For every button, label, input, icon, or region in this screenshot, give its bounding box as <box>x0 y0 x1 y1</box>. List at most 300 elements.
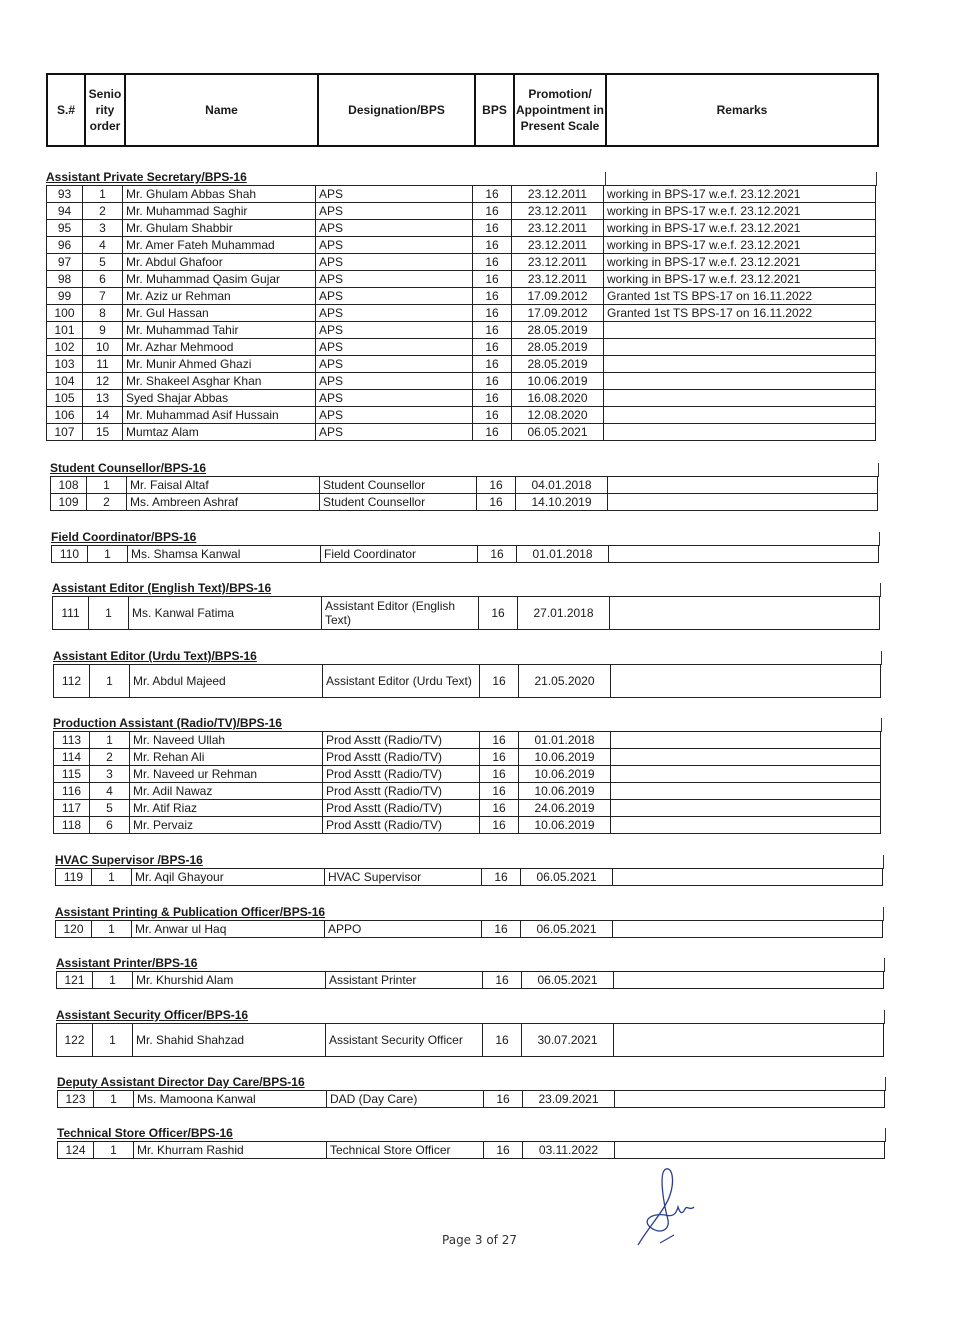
section-title-text: Assistant Printer/BPS-16 <box>56 956 198 970</box>
cell-bps: 16 <box>480 665 519 698</box>
cell-seniority-order: 9 <box>83 322 123 339</box>
cell-bps: 16 <box>482 921 521 938</box>
table-row <box>47 373 876 390</box>
cell-sno: 119 <box>56 869 92 886</box>
section-rule-right <box>883 907 884 921</box>
cell-name: Mr. Munir Ahmed Ghazi <box>123 356 316 373</box>
section-title-text: Student Counsellor/BPS-16 <box>50 461 207 475</box>
cell-seniority-order: 1 <box>88 546 128 563</box>
cell-seniority-order: 2 <box>87 494 127 511</box>
section-10 <box>57 1075 884 1108</box>
section-table <box>57 1090 885 1108</box>
cell-bps: 16 <box>483 1024 522 1057</box>
cell-bps: 16 <box>479 597 518 630</box>
cell-bps: 16 <box>480 732 519 749</box>
table-row <box>47 390 876 407</box>
section-rule-right <box>880 583 881 597</box>
section-11 <box>57 1126 884 1159</box>
cell-seniority-order: 14 <box>83 407 123 424</box>
cell-remarks <box>611 817 881 834</box>
section-title <box>56 1008 883 1023</box>
cell-name: Mr. Azhar Mehmood <box>123 339 316 356</box>
cell-name: Mr. Muhammad Tahir <box>123 322 316 339</box>
cell-remarks <box>615 1091 885 1108</box>
table-row <box>47 237 876 254</box>
cell-remarks <box>604 407 876 424</box>
cell-designation: Assistant Editor (English Text) <box>322 597 479 630</box>
section-title-text: Production Assistant (Radio/TV)/BPS-16 <box>53 716 282 730</box>
cell-designation: APS <box>316 237 473 254</box>
section-title <box>57 1126 884 1141</box>
cell-name: Mr. Pervaiz <box>130 817 323 834</box>
section-title <box>57 1075 884 1090</box>
cell-promotion-date: 17.09.2012 <box>512 305 604 322</box>
table-row <box>58 1091 885 1108</box>
section-title-text: Deputy Assistant Director Day Care/BPS-16 <box>57 1075 305 1089</box>
table-header <box>46 73 879 147</box>
cell-remarks: working in BPS-17 w.e.f. 23.12.2021 <box>604 220 876 237</box>
table-row <box>54 766 881 783</box>
section-table <box>57 1141 885 1159</box>
section-rule-right <box>885 1077 886 1091</box>
cell-seniority-order: 4 <box>90 783 130 800</box>
cell-promotion-date: 10.06.2019 <box>512 373 604 390</box>
cell-remarks: working in BPS-17 w.e.f. 23.12.2021 <box>604 254 876 271</box>
cell-designation: Prod Asstt (Radio/TV) <box>323 749 480 766</box>
table-row <box>54 732 881 749</box>
cell-bps: 16 <box>473 271 512 288</box>
cell-seniority-order: 12 <box>83 373 123 390</box>
cell-sno: 108 <box>51 477 87 494</box>
cell-sno: 118 <box>54 817 90 834</box>
cell-seniority-order: 11 <box>83 356 123 373</box>
cell-seniority-order: 4 <box>83 237 123 254</box>
cell-name: Mr. Rehan Ali <box>130 749 323 766</box>
cell-seniority-order: 1 <box>83 186 123 203</box>
table-row <box>47 203 876 220</box>
cell-remarks <box>613 869 883 886</box>
section-rule-right <box>881 651 882 665</box>
cell-designation: Prod Asstt (Radio/TV) <box>323 800 480 817</box>
table-row <box>47 305 876 322</box>
cell-sno: 120 <box>56 921 92 938</box>
table-row <box>47 356 876 373</box>
cell-designation: Technical Store Officer <box>327 1142 484 1159</box>
section-table <box>51 545 879 563</box>
cell-bps: 16 <box>473 390 512 407</box>
cell-sno: 106 <box>47 407 83 424</box>
cell-bps: 16 <box>480 817 519 834</box>
cell-promotion-date: 12.08.2020 <box>512 407 604 424</box>
cell-sno: 115 <box>54 766 90 783</box>
section-0 <box>46 170 875 441</box>
cell-sno: 116 <box>54 783 90 800</box>
cell-bps: 16 <box>482 869 521 886</box>
cell-name: Mr. Adil Nawaz <box>130 783 323 800</box>
cell-promotion-date: 28.05.2019 <box>512 322 604 339</box>
table-row <box>51 477 878 494</box>
cell-bps: 16 <box>480 749 519 766</box>
cell-designation: Assistant Security Officer <box>326 1024 483 1057</box>
section-title <box>53 716 880 731</box>
cell-promotion-date: 30.07.2021 <box>522 1024 614 1057</box>
cell-designation: APS <box>316 288 473 305</box>
cell-bps: 16 <box>484 1142 523 1159</box>
cell-sno: 112 <box>54 665 90 698</box>
cell-sno: 94 <box>47 203 83 220</box>
table-row <box>56 921 883 938</box>
table-row <box>47 339 876 356</box>
cell-name: Mr. Muhammad Saghir <box>123 203 316 220</box>
section-title-text: Assistant Printing & Publication Officer/BPS-16 <box>55 905 326 919</box>
table-row <box>47 288 876 305</box>
cell-designation: APS <box>316 339 473 356</box>
cell-sno: 109 <box>51 494 87 511</box>
cell-name: Mr. Abdul Ghafoor <box>123 254 316 271</box>
cell-name: Mr. Aziz ur Rehman <box>123 288 316 305</box>
section-7 <box>55 905 882 938</box>
cell-designation: APS <box>316 322 473 339</box>
cell-seniority-order: 7 <box>83 288 123 305</box>
cell-designation: DAD (Day Care) <box>327 1091 484 1108</box>
cell-promotion-date: 10.06.2019 <box>519 749 611 766</box>
cell-sno: 93 <box>47 186 83 203</box>
cell-sno: 107 <box>47 424 83 441</box>
cell-sno: 117 <box>54 800 90 817</box>
cell-sno: 103 <box>47 356 83 373</box>
cell-remarks: working in BPS-17 w.e.f. 23.12.2021 <box>604 271 876 288</box>
cell-name: Mr. Amer Fateh Muhammad <box>123 237 316 254</box>
cell-promotion-date: 24.06.2019 <box>519 800 611 817</box>
cell-remarks: Granted 1st TS BPS-17 on 16.11.2022 <box>604 305 876 322</box>
cell-promotion-date: 23.12.2011 <box>512 237 604 254</box>
cell-seniority-order: 5 <box>83 254 123 271</box>
cell-designation: APS <box>316 305 473 322</box>
cell-designation: APS <box>316 356 473 373</box>
cell-name: Mr. Shakeel Asghar Khan <box>123 373 316 390</box>
cell-remarks <box>613 921 883 938</box>
cell-name: Mr. Khurram Rashid <box>134 1142 327 1159</box>
section-table <box>46 185 876 441</box>
section-title-text: Assistant Editor (English Text)/BPS-16 <box>52 581 272 595</box>
cell-name: Mr. Abdul Majeed <box>130 665 323 698</box>
cell-bps: 16 <box>473 373 512 390</box>
table-row <box>54 783 881 800</box>
cell-remarks <box>615 1142 885 1159</box>
cell-seniority-order: 5 <box>90 800 130 817</box>
cell-name: Mr. Aqil Ghayour <box>132 869 325 886</box>
cell-remarks <box>614 972 884 989</box>
cell-designation: APPO <box>325 921 482 938</box>
cell-remarks <box>608 494 878 511</box>
cell-promotion-date: 28.05.2019 <box>512 356 604 373</box>
cell-sno: 100 <box>47 305 83 322</box>
cell-seniority-order: 1 <box>92 869 132 886</box>
cell-bps: 16 <box>473 237 512 254</box>
cell-sno: 105 <box>47 390 83 407</box>
section-title-text: HVAC Supervisor /BPS-16 <box>55 853 203 867</box>
cell-bps: 16 <box>473 186 512 203</box>
section-table <box>52 596 880 630</box>
section-rule-right <box>883 855 884 869</box>
cell-sno: 124 <box>58 1142 94 1159</box>
section-table <box>56 971 884 989</box>
cell-designation: APS <box>316 254 473 271</box>
cell-designation: Assistant Printer <box>326 972 483 989</box>
cell-bps: 16 <box>473 220 512 237</box>
cell-name: Mr. Muhammad Qasim Gujar <box>123 271 316 288</box>
cell-name: Ms. Ambreen Ashraf <box>127 494 320 511</box>
section-rule-right <box>879 532 880 546</box>
cell-name: Ms. Kanwal Fatima <box>129 597 322 630</box>
section-rule-right <box>881 718 882 732</box>
cell-bps: 16 <box>473 356 512 373</box>
cell-seniority-order: 6 <box>90 817 130 834</box>
cell-sno: 113 <box>54 732 90 749</box>
table-row <box>53 597 880 630</box>
table-row <box>57 1024 884 1057</box>
cell-remarks <box>604 322 876 339</box>
cell-remarks <box>604 424 876 441</box>
table-row <box>47 271 876 288</box>
section-title-text: Technical Store Officer/BPS-16 <box>57 1126 233 1140</box>
page-number: Page 3 of 27 <box>442 1233 517 1247</box>
section-table <box>53 664 881 698</box>
section-title <box>55 905 882 920</box>
cell-seniority-order: 1 <box>90 732 130 749</box>
cell-seniority-order: 15 <box>83 424 123 441</box>
header-name: Name <box>125 74 318 146</box>
cell-sno: 101 <box>47 322 83 339</box>
table-row <box>54 665 881 698</box>
cell-promotion-date: 27.01.2018 <box>518 597 610 630</box>
cell-remarks <box>611 665 881 698</box>
section-table <box>55 868 883 886</box>
cell-remarks: working in BPS-17 w.e.f. 23.12.2021 <box>604 237 876 254</box>
cell-seniority-order: 10 <box>83 339 123 356</box>
cell-designation: Prod Asstt (Radio/TV) <box>323 732 480 749</box>
cell-designation: HVAC Supervisor <box>325 869 482 886</box>
cell-promotion-date: 23.12.2011 <box>512 254 604 271</box>
section-rule-right <box>885 1128 886 1142</box>
cell-designation: APS <box>316 203 473 220</box>
header-seniority-order: Senio rity order <box>85 74 125 146</box>
table-row <box>47 254 876 271</box>
section-title <box>56 956 883 971</box>
cell-promotion-date: 23.12.2011 <box>512 186 604 203</box>
table-row <box>58 1142 885 1159</box>
cell-bps: 16 <box>473 203 512 220</box>
section-table <box>55 920 883 938</box>
section-9 <box>56 1008 883 1057</box>
cell-promotion-date: 14.10.2019 <box>516 494 608 511</box>
cell-seniority-order: 1 <box>93 972 133 989</box>
cell-promotion-date: 10.06.2019 <box>519 783 611 800</box>
cell-sno: 97 <box>47 254 83 271</box>
cell-designation: APS <box>316 271 473 288</box>
cell-name: Mr. Ghulam Abbas Shah <box>123 186 316 203</box>
cell-remarks: Granted 1st TS BPS-17 on 16.11.2022 <box>604 288 876 305</box>
section-rule-right <box>876 172 877 186</box>
cell-remarks <box>604 373 876 390</box>
cell-designation: Prod Asstt (Radio/TV) <box>323 783 480 800</box>
cell-designation: APS <box>316 186 473 203</box>
cell-seniority-order: 1 <box>92 921 132 938</box>
cell-name: Syed Shajar Abbas <box>123 390 316 407</box>
section-table <box>50 476 878 511</box>
cell-bps: 16 <box>473 407 512 424</box>
section-table <box>56 1023 884 1057</box>
cell-bps: 16 <box>473 305 512 322</box>
table-row <box>56 869 883 886</box>
cell-designation: APS <box>316 220 473 237</box>
cell-remarks <box>608 477 878 494</box>
cell-name: Ms. Shamsa Kanwal <box>128 546 321 563</box>
cell-promotion-date: 21.05.2020 <box>519 665 611 698</box>
cell-sno: 114 <box>54 749 90 766</box>
cell-promotion-date: 06.05.2021 <box>521 869 613 886</box>
cell-remarks <box>604 356 876 373</box>
cell-designation: APS <box>316 390 473 407</box>
cell-designation: Field Coordinator <box>321 546 478 563</box>
cell-seniority-order: 2 <box>90 749 130 766</box>
section-title <box>55 853 882 868</box>
cell-promotion-date: 16.08.2020 <box>512 390 604 407</box>
cell-bps: 16 <box>478 546 517 563</box>
section-title-text: Assistant Security Officer/BPS-16 <box>56 1008 249 1022</box>
cell-sno: 98 <box>47 271 83 288</box>
section-rule-right <box>878 463 879 477</box>
cell-seniority-order: 6 <box>83 271 123 288</box>
cell-seniority-order: 1 <box>94 1091 134 1108</box>
section-table <box>53 731 881 834</box>
header-designation: Designation/BPS <box>318 74 475 146</box>
table-row <box>54 817 881 834</box>
section-rule-right <box>884 958 885 972</box>
cell-seniority-order: 3 <box>83 220 123 237</box>
cell-bps: 16 <box>473 288 512 305</box>
cell-promotion-date: 23.12.2011 <box>512 203 604 220</box>
cell-remarks: working in BPS-17 w.e.f. 23.12.2021 <box>604 186 876 203</box>
cell-remarks <box>611 766 881 783</box>
table-row <box>51 494 878 511</box>
cell-sno: 102 <box>47 339 83 356</box>
section-6 <box>55 853 882 886</box>
section-title-text: Assistant Private Secretary/BPS-16 <box>46 170 247 184</box>
cell-promotion-date: 04.01.2018 <box>516 477 608 494</box>
table-row <box>47 407 876 424</box>
cell-promotion-date: 28.05.2019 <box>512 339 604 356</box>
cell-bps: 16 <box>483 972 522 989</box>
table-row <box>47 424 876 441</box>
cell-name: Mr. Muhammad Asif Hussain <box>123 407 316 424</box>
cell-designation: APS <box>316 407 473 424</box>
cell-seniority-order: 3 <box>90 766 130 783</box>
cell-bps: 16 <box>480 783 519 800</box>
cell-bps: 16 <box>473 339 512 356</box>
cell-bps: 16 <box>473 424 512 441</box>
cell-bps: 16 <box>477 494 516 511</box>
table-row <box>52 546 879 563</box>
cell-seniority-order: 1 <box>89 597 129 630</box>
section-title-text: Assistant Editor (Urdu Text)/BPS-16 <box>53 649 257 663</box>
cell-sno: 96 <box>47 237 83 254</box>
cell-bps: 16 <box>480 800 519 817</box>
cell-promotion-date: 06.05.2021 <box>522 972 614 989</box>
cell-name: Mr. Naveed ur Rehman <box>130 766 323 783</box>
cell-remarks <box>611 732 881 749</box>
cell-promotion-date: 23.09.2021 <box>523 1091 615 1108</box>
cell-bps: 16 <box>484 1091 523 1108</box>
cell-sno: 95 <box>47 220 83 237</box>
cell-remarks <box>610 597 880 630</box>
section-2 <box>51 530 878 563</box>
cell-sno: 104 <box>47 373 83 390</box>
header-bps: BPS <box>475 74 514 146</box>
table-row <box>57 972 884 989</box>
table-row <box>47 186 876 203</box>
cell-bps: 16 <box>480 766 519 783</box>
section-5 <box>53 716 880 834</box>
header-remarks: Remarks <box>606 74 878 146</box>
header-promotion-date: Promotion/ Appointment in Present Scale <box>514 74 606 146</box>
cell-bps: 16 <box>473 322 512 339</box>
section-title <box>52 581 879 596</box>
cell-promotion-date: 03.11.2022 <box>523 1142 615 1159</box>
section-3 <box>52 581 879 630</box>
cell-remarks: working in BPS-17 w.e.f. 23.12.2021 <box>604 203 876 220</box>
section-title <box>51 530 878 545</box>
cell-bps: 16 <box>477 477 516 494</box>
cell-promotion-date: 01.01.2018 <box>517 546 609 563</box>
table-row <box>54 800 881 817</box>
cell-remarks <box>611 800 881 817</box>
cell-name: Mr. Shahid Shahzad <box>133 1024 326 1057</box>
cell-name: Mr. Anwar ul Haq <box>132 921 325 938</box>
section-title <box>53 649 880 664</box>
section-8 <box>56 956 883 989</box>
cell-sno: 123 <box>58 1091 94 1108</box>
header-sno: S.# <box>47 74 85 146</box>
cell-designation: Assistant Editor (Urdu Text) <box>323 665 480 698</box>
cell-seniority-order: 1 <box>94 1142 134 1159</box>
cell-seniority-order: 1 <box>87 477 127 494</box>
table-row <box>47 220 876 237</box>
cell-name: Mr. Naveed Ullah <box>130 732 323 749</box>
cell-seniority-order: 2 <box>83 203 123 220</box>
cell-designation: Prod Asstt (Radio/TV) <box>323 817 480 834</box>
cell-remarks <box>604 339 876 356</box>
table-row <box>54 749 881 766</box>
cell-promotion-date: 17.09.2012 <box>512 288 604 305</box>
cell-sno: 99 <box>47 288 83 305</box>
cell-promotion-date: 10.06.2019 <box>519 766 611 783</box>
section-title <box>46 170 875 185</box>
cell-promotion-date: 06.05.2021 <box>521 921 613 938</box>
cell-remarks <box>611 783 881 800</box>
cell-remarks <box>614 1024 884 1057</box>
section-rule-right <box>884 1010 885 1024</box>
cell-promotion-date: 23.12.2011 <box>512 220 604 237</box>
cell-name: Mr. Gul Hassan <box>123 305 316 322</box>
cell-name: Mr. Ghulam Shabbir <box>123 220 316 237</box>
cell-remarks <box>604 390 876 407</box>
cell-remarks <box>611 749 881 766</box>
cell-sno: 110 <box>52 546 88 563</box>
cell-sno: 122 <box>57 1024 93 1057</box>
section-title-text: Field Coordinator/BPS-16 <box>51 530 197 544</box>
cell-promotion-date: 10.06.2019 <box>519 817 611 834</box>
